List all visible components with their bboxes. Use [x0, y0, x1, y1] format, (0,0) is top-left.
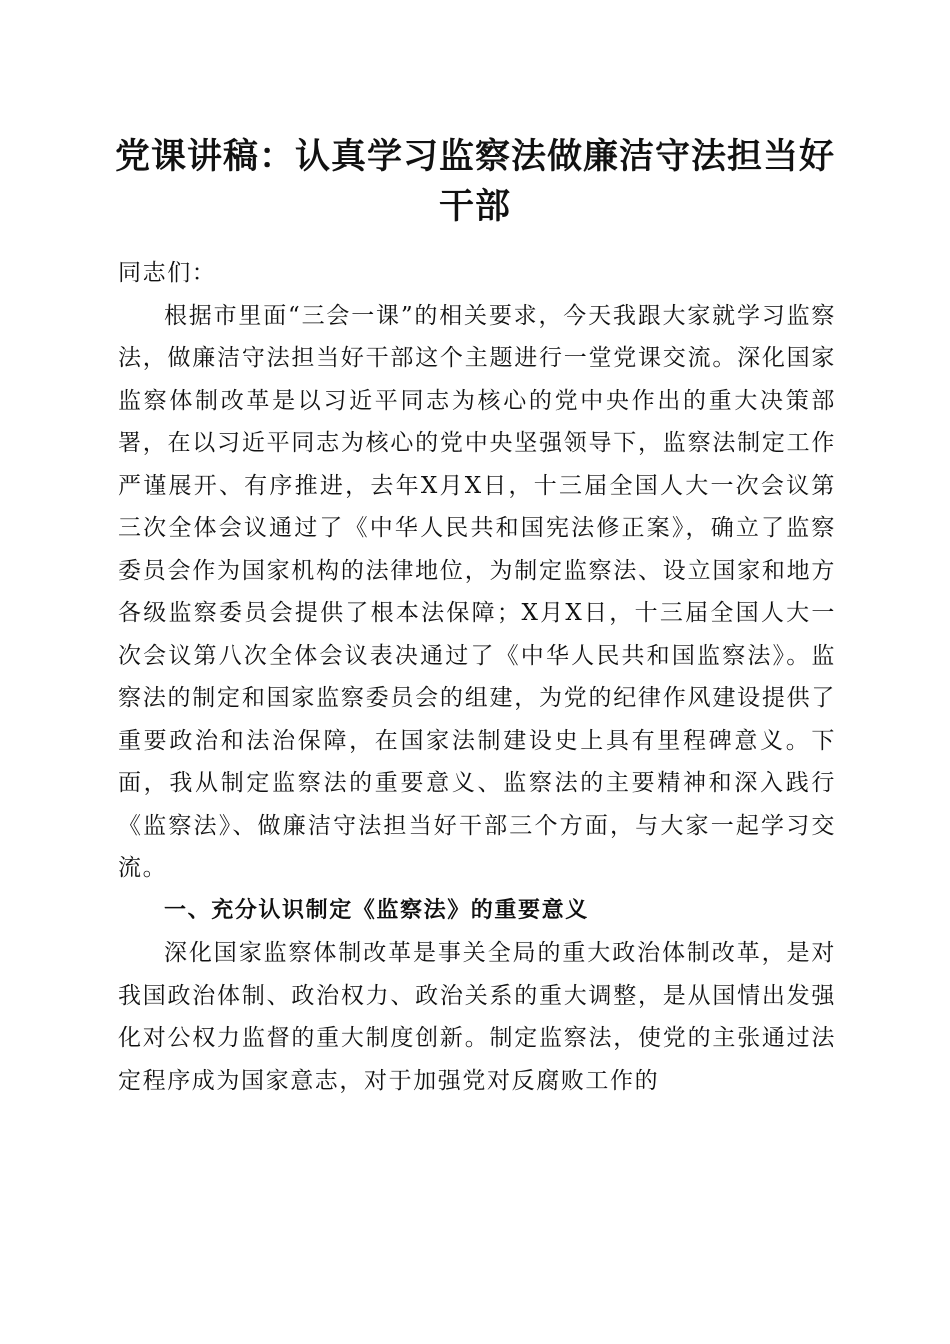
title-line-2: 干部: [438, 187, 511, 227]
document-title: [96, 132, 854, 232]
title-line-1: 党课讲稿：认真学习监察法做廉洁守法担当好: [114, 137, 835, 177]
paragraph-intro: 根据市里面“三会一课”的相关要求，今天我跟大家就学习监察法，做廉洁守法担当好干部这个主题进行一堂党课交流。深化国家监察体制改革是以习近平同志为核心的党中央作出的重大决策部署，在以习近平同志为核心的党中央坚强领导下，监察法制定工作严谨展开、有序推进，去年X月X日，十三届全国人大一次会议第三次全体会议通过了《中华人民共和国宪法修正案》，确立了监察委员会作为国家机构的法律地位，为制定监察法、设立国家和地方各级监察委员会提供了根本法保障；X月X日，十三届全国人大一次会议第八次全体会议表决通过了《中华人民共和国监察法》。监察法的制定和国家监察委员会的组建，为党的纪律作风建设提供了重要政治和法治保障，在国家法制建设史上具有里程碑意义。下面，我从制定监察法的重要意义、监察法的主要精神和深入践行《监察法》、做廉洁守法担当好干部三个方面，与大家一起学习交流。: [118, 302, 836, 881]
document-body: [118, 252, 836, 1102]
paragraph-section-1: 深化国家监察体制改革是事关全局的重大政治体制改革，是对我国政治体制、政治权力、政治关系的重大调整，是从国情出发强化对公权力监督的重大制度创新。制定监察法，使党的主张通过法定程序成为国家意志，对于加强党对反腐败工作的: [118, 940, 836, 1094]
section-heading-1: 一、充分认识制定《监察法》的重要意义: [164, 897, 589, 923]
salutation: 同志们：: [118, 260, 217, 286]
